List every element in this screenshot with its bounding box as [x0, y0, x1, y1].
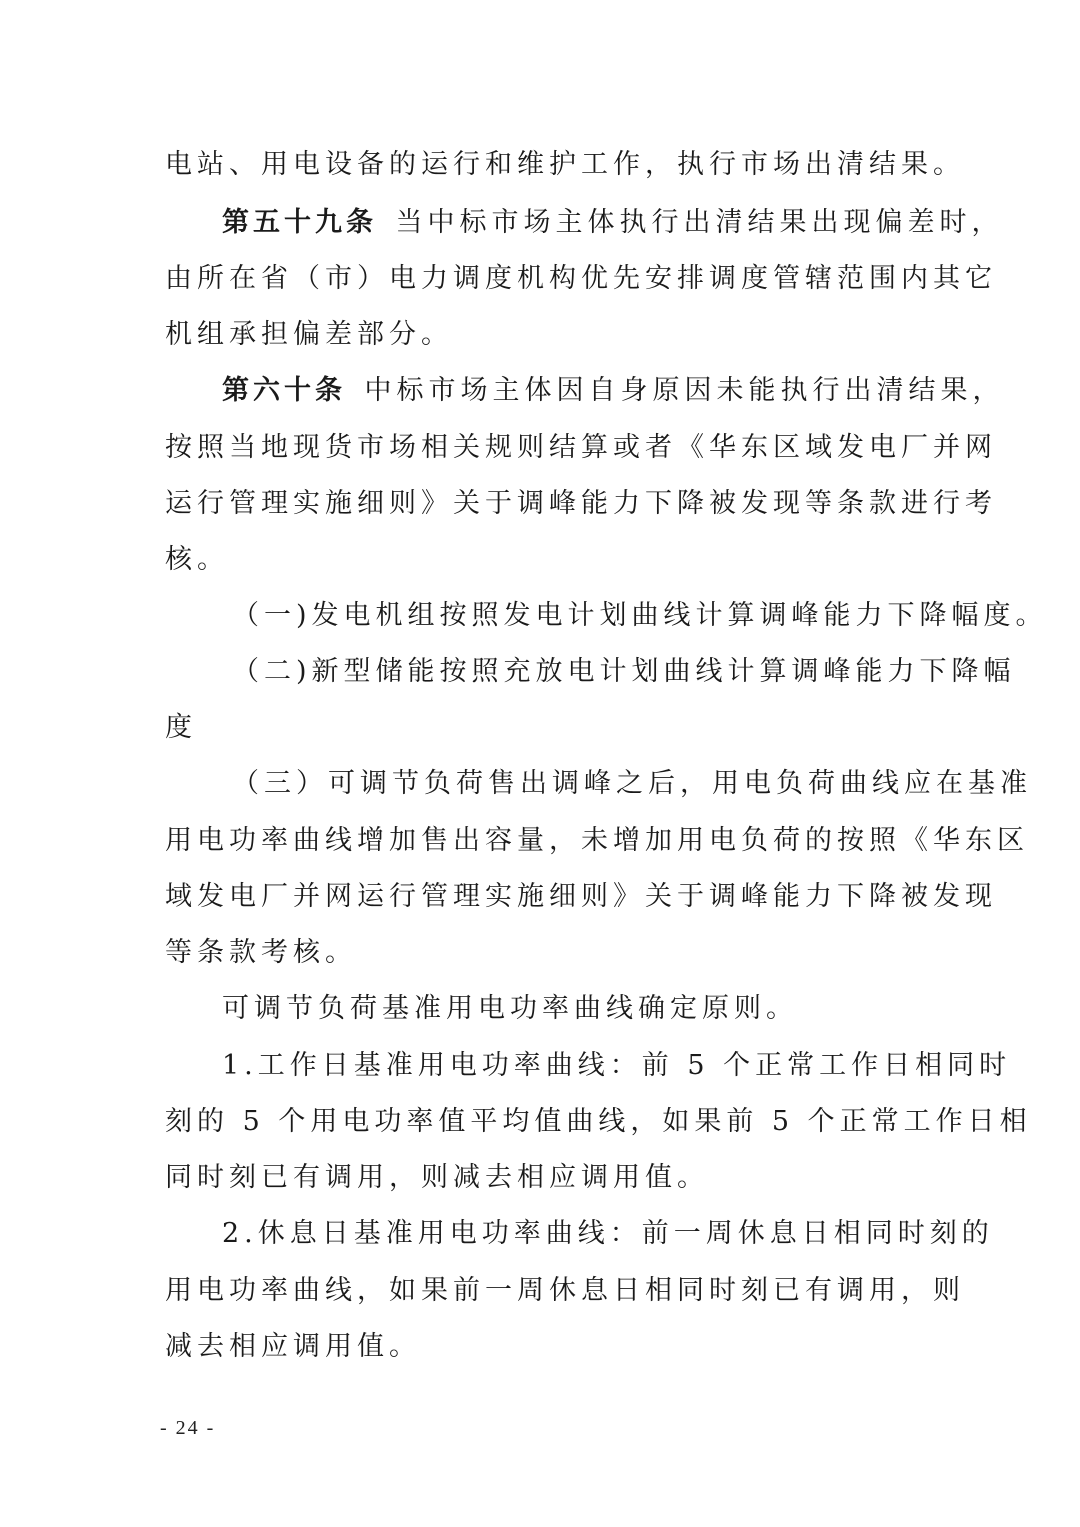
paragraph-line: 同时刻已有调用，则减去相应调用值。 — [165, 1162, 709, 1193]
list-item: 1.工作日基准用电功率曲线：前 5 个正常工作日相同时 — [222, 1050, 1012, 1081]
paragraph-line: 用电功率曲线，如果前一周休息日相同时刻已有调用，则 — [165, 1275, 965, 1306]
paragraph-line: 减去相应调用值。 — [165, 1331, 421, 1362]
article-59-heading: 第五十九条 — [222, 207, 377, 238]
list-item: （二)新型储能按照充放电计划曲线计算调峰能力下降幅 — [232, 656, 1016, 687]
paragraph-line: 机组承担偏差部分。 — [165, 319, 453, 350]
paragraph-line: 度 — [165, 712, 197, 743]
paragraph-line: 域发电厂并网运行管理实施细则》关于调峰能力下降被发现 — [165, 881, 997, 912]
paragraph-line: 当中标市场主体执行出清结果出现偏差时， — [395, 207, 1004, 238]
article-60-heading: 第六十条 — [222, 375, 346, 406]
list-item: 2.休息日基准用电功率曲线：前一周休息日相同时刻的 — [222, 1218, 994, 1249]
paragraph-line: 用电功率曲线增加售出容量，未增加用电负荷的按照《华东区 — [165, 825, 1029, 856]
paragraph-line: 按照当地现货市场相关规则结算或者《华东区域发电厂并网 — [165, 432, 997, 463]
page-number: - 24 - — [160, 1417, 216, 1439]
paragraph-line: 运行管理实施细则》关于调峰能力下降被发现等条款进行考 — [165, 488, 997, 519]
paragraph-line: 可调节负荷基准用电功率曲线确定原则。 — [222, 993, 798, 1024]
paragraph-line: 中标市场主体因自身原因未能执行出清结果， — [364, 375, 1005, 406]
paragraph-line: 电站、用电设备的运行和维护工作，执行市场出清结果。 — [165, 149, 965, 180]
paragraph-line: 刻的 5 个用电功率值平均值曲线，如果前 5 个正常工作日相 — [165, 1106, 1032, 1137]
list-item: （三）可调节负荷售出调峰之后，用电负荷曲线应在基准 — [232, 768, 1032, 799]
article-59-first-line — [222, 206, 1004, 240]
article-60-first-line — [222, 374, 1005, 408]
paragraph-line: 等条款考核。 — [165, 937, 357, 968]
paragraph-line: 核。 — [165, 544, 229, 575]
list-item: （一)发电机组按照发电计划曲线计算调峰能力下降幅度。 — [232, 600, 1048, 631]
paragraph-line: 由所在省（市）电力调度机构优先安排调度管辖范围内其它 — [165, 263, 997, 294]
